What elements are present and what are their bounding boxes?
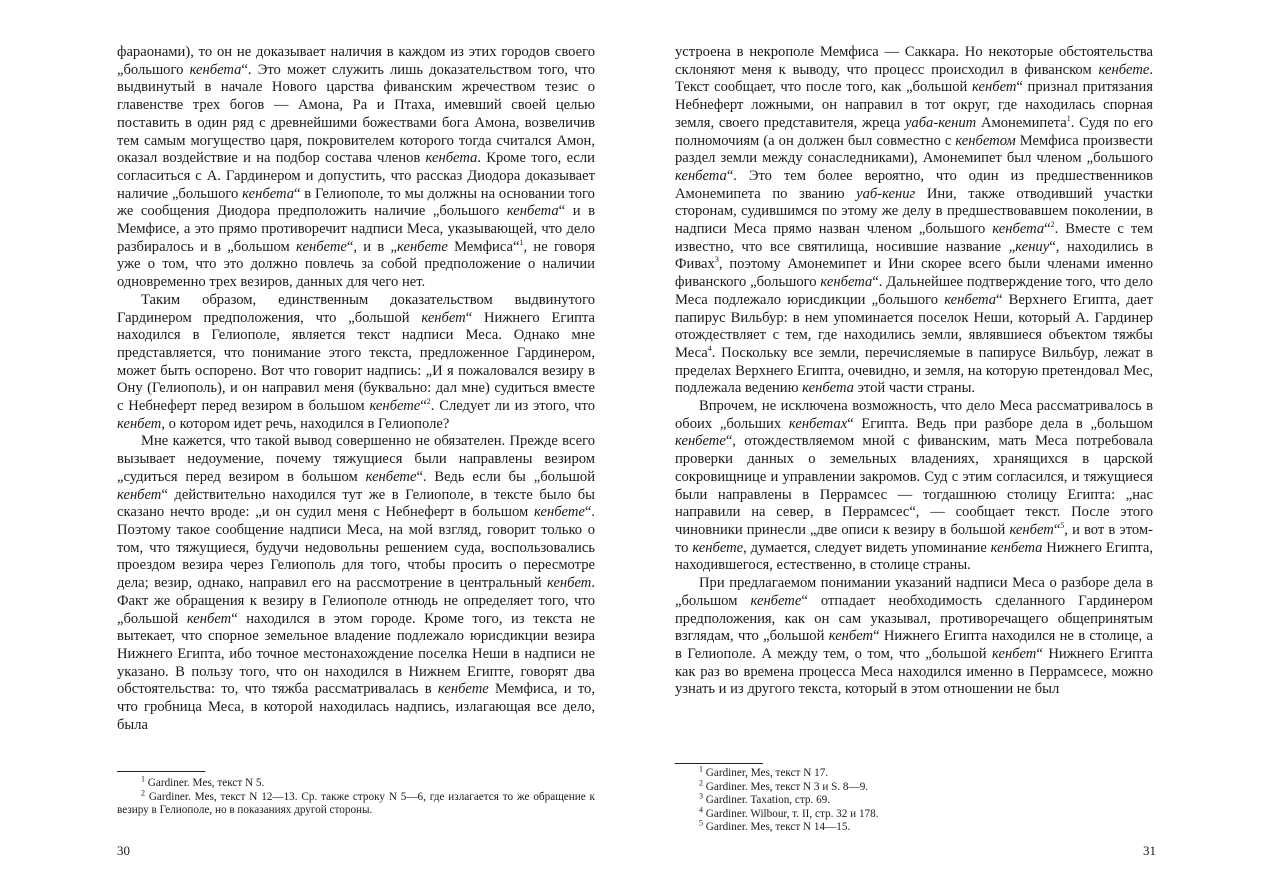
paragraph [117, 292, 595, 434]
italic-term: кенбет [546, 575, 592, 592]
left-body-text [117, 44, 595, 734]
footnote-marker: 3 [699, 791, 703, 801]
italic-term: кенбета [802, 380, 854, 397]
right-body-text [675, 44, 1153, 699]
italic-term: кенбете [1098, 61, 1150, 78]
text-run: “ [1053, 521, 1061, 538]
footnote-marker: 5 [699, 818, 703, 828]
footnote-divider [675, 763, 763, 764]
text-run: “ Нижнего Египта как раз во времена процесса Меса находился именно в Перрамсесе, можно узнать и из другого текста, который в этом отношении не был [675, 645, 1153, 698]
italic-term: кенбет [992, 645, 1037, 662]
text-run: Мемфиса“ [447, 238, 520, 255]
footnote-marker: 2 [141, 787, 145, 797]
italic-term: кенбета [990, 539, 1043, 556]
text-run: “ и в Мемфисе, а это прямо противоречит надписи Меса, указывающей, что дело разбиралось и в „большом [117, 203, 595, 255]
right-page [632, 0, 1263, 893]
footnote-marker: 1 [141, 774, 145, 784]
footnote-marker: 3 [714, 255, 719, 265]
text-run: “ признал притязания Небнеферт ложными, он направил в тот округ, где находилась спорная земля, своего представителя, жреца [675, 79, 1153, 131]
text-run: Gardiner. Mes, текст N 14—15. [703, 821, 851, 834]
paragraph [117, 433, 595, 734]
paragraph [675, 575, 1153, 699]
text-run: “. Дальнейшее подтверждение того, что дело Меса подлежало юрисдикции „большого [675, 274, 1153, 308]
footnote-divider [117, 771, 205, 772]
page-number: 31 [1143, 843, 1156, 858]
footnote [675, 818, 1153, 835]
italic-term: кенбет [828, 628, 874, 645]
italic-term: кенбете [397, 238, 448, 255]
text-run: “. Это тем более вероятно, что один из предшественников Амонемипета по званию [675, 167, 1153, 202]
italic-term: кениу [1015, 238, 1050, 255]
text-run: , о котором идет речь, находился в Гелиополе? [161, 415, 450, 432]
text-run: . Факт же обращения к везиру в Гелиополе отнюдь не определяет того, что „большой [117, 575, 595, 627]
text-run: Ини, также отводивший участки сторонам, судившимся по этому же делу в предшествовавшем поколении, в надписи Меса прямо назван членом „большого [675, 185, 1153, 238]
italic-term: кенбете [692, 539, 744, 556]
text-run: . Текст сообщает, что после того, как „большой [675, 61, 1153, 96]
text-run: При предлагаемом понимании указаний надписи Меса о разборе дела в „большом [675, 575, 1153, 609]
footnote [117, 774, 595, 791]
text-run: устроена в некрополе Мемфиса — Саккара. Но некоторые обстоятельства склоняют меня к выводу, что процесс происходил в фиванском [675, 44, 1153, 78]
italic-term: кенбетах [788, 415, 848, 432]
text-run: этой части страны. [853, 380, 976, 397]
text-run: Gardiner. Mes, текст N 12—13. Ср. также строку N 5—6, где излагается то же обращение к везиру в Гелиополе, но в показаниях другой стороны. [117, 790, 595, 817]
italic-term: кенбете [365, 468, 417, 485]
footnote-marker: 2 [699, 777, 703, 787]
text-run: , думается, следует видеть упоминание [743, 539, 991, 556]
text-run: . Следует ли из этого, что [430, 398, 595, 415]
italic-term: кенбете [296, 238, 347, 255]
text-run: фараонами), то он не доказывает наличия в каждом из этих городов своего „большого [117, 44, 595, 78]
italic-term: кенбете [437, 681, 489, 698]
text-run: “. Поэтому такое сообщение надписи Меса, на мой взгляд, говорит только о том, что тяжущиеся, будучи недовольны решением суда, воспользовались проездом везира через Гелиополь для того, чтобы просить о пересмотре дела; везир, однако, направил его на рассмотрение в центральный [117, 504, 595, 592]
italic-term: кенбет [972, 79, 1017, 96]
text-run: “ Нижнего Египта находился не в столице, а в Гелиополе. А между тем, о том, что „большой [675, 628, 1153, 662]
italic-term: уаб-кениг [856, 185, 916, 202]
text-run: Амонемипета [976, 114, 1067, 131]
footnote [117, 787, 595, 818]
text-run: Gardiner. Wilbour, т. II, стр. 32 и 178. [703, 807, 879, 820]
text-run: “, находились в Фивах [675, 238, 1153, 273]
text-run: . Судя по его полномочиям (а он должен был совместно с [675, 114, 1154, 149]
footnote-marker: 2 [426, 397, 431, 407]
italic-term: кенбет [117, 486, 162, 503]
italic-term: кенбета [189, 61, 242, 78]
italic-term: кенбетом [955, 132, 1016, 149]
footnote [675, 777, 1153, 795]
text-run: “ Нижнего Египта находился в Гелиополе, является текст надписи Меса. Однако мне представляется, что понимание этого текста, предложенное Гардинером, может быть оспорено. Вот что говорит надпись: „И я пожаловался везиру в Ону (Гелиополь), и он направил меня (буквально: дал мне) судиться вместе с Небнеферт перед везиром в большом [117, 309, 595, 415]
text-run: , и вот в этом-то [675, 521, 1153, 556]
italic-term: кенбете [675, 433, 726, 450]
text-run: “, и в „ [346, 238, 397, 255]
text-run: “, отождествляемом мной с фиванским, мать Меса потребовала проверки данных о земельных владениях, хранящихся в царской сокровищнице и управлении закромов. Суд с этим согласился, и тяжущиеся были направлены в Перрамсес — тогдашнюю столицу Египта: „нас направили на север, в Перрамсес“, — сообщает текст. После этого чиновники принесли „две описи к везиру в большой [675, 433, 1153, 538]
text-run: Gardiner. Taxation, стр. 69. [703, 794, 831, 807]
text-run: “ Верхнего Египта, дает папирус Вильбур: в нем упоминается поселок Неши, который А. Гардинер отождествляет с тем, где находились земли, являвшиеся объектом тяжбы Меса [675, 291, 1153, 361]
italic-term: кенбета [820, 274, 873, 291]
footnote-marker: 2 [1050, 220, 1055, 230]
text-run: Таким образом, единственным доказательством выдвинутого Гардинером предположения, что „большой [117, 291, 595, 326]
text-run: Gardiner. Mes, текст N 5. [145, 777, 265, 789]
text-run: . Вместе с тем известно, что все святилища, носившие название „ [675, 221, 1153, 255]
text-run: . Кроме того, если согласиться с А. Гардинером и допустить, что рассказ Диодора доказывает наличие „большого [117, 150, 595, 202]
text-run: Gardiner, Mes, текст N 17. [703, 767, 829, 779]
text-run: . Поскольку все земли, перечисляемые в папирусе Вильбур, лежат в пределах Верхнего Египта, очевидно, и земля, на которую претендовал Мес, подлежала ведению [675, 344, 1153, 397]
text-run: “ Египта. Ведь при разборе дела в „большом [847, 415, 1153, 432]
text-run: Мемфиса произвести раздел земли между сонаследниками), Амонемипет был членом „большого [675, 132, 1153, 167]
italic-term: кенбет [186, 610, 232, 627]
italic-term: кенбет [1009, 521, 1054, 538]
italic-term: кенбета [675, 167, 727, 184]
text-run: “ в Гелиополе, то мы должны на основании того же сообщения Диодора предположить наличие „большого [117, 185, 595, 220]
text-run: Нижнего Египта, находившегося, естественно, в столице страны. [675, 539, 1153, 574]
text-run: “. Это может служить лишь доказательством того, что выдвинутый в начале Нового царства фиванским жречеством тезис о главенстве трех богов — Амона, Ра и Птаха, имевший своей целью поставить в один ряд с древнейшими божествами бога Амона, возвеличив тем самым могущество царя, покровителем которого тогда считался Амон, оказал воздействие и на подбор состава членов [117, 61, 595, 167]
footnote-marker: 1 [699, 764, 703, 774]
left-footnotes [117, 774, 595, 818]
text-run: Впрочем, не исключена возможность, что дело Меса рассматривалось в обоих „больших [675, 398, 1153, 432]
text-run: “ отпадает необходимость сделанного Гардинером предположения, как он сам указывал, противоречащего общепринятым взглядам, что „большой [675, 592, 1153, 645]
footnote-marker: 4 [699, 805, 703, 815]
text-run: Мемфиса, и то, что гробница Меса, в которой находилась надпись, излагающая все дело, была [117, 681, 595, 733]
left-page [0, 0, 631, 893]
italic-term: кенбета [992, 221, 1045, 238]
footnote-marker: 1 [519, 237, 524, 247]
footnote-marker: 5 [1060, 521, 1065, 531]
footnote [675, 764, 1153, 781]
footnote-marker: 1 [1066, 113, 1071, 123]
paragraph [675, 44, 1153, 398]
text-run: “ действительно находился тут же в Гелиополе, в тексте было бы сказано нечто вроде: „и он судил меня с Небнеферт в большом [117, 486, 595, 521]
footnote [675, 805, 1153, 822]
paragraph [675, 398, 1153, 575]
text-run: Gardiner. Mes, текст N 3 и S. 8—9. [703, 780, 869, 793]
italic-term: уаба-кенит [904, 114, 977, 131]
text-run: “ находился в этом городе. Кроме того, из текста не вытекает, что спорное земельное владение подлежало юрисдикции везира Нижнего Египта, ибо точное местонахождение поселка Неши в надписи не указано. В пользу того, что он находился в Нижнем Египте, говорят два обстоятельства: то, что тяжба рассматривалась в [117, 610, 595, 698]
page-number: 30 [117, 843, 130, 858]
footnote [675, 791, 1153, 808]
text-run: “ [420, 398, 427, 415]
italic-term: кенбета [506, 203, 559, 220]
footnote-marker: 4 [707, 344, 712, 354]
italic-term: кенбета [242, 185, 294, 202]
text-run: “. Ведь если бы „большой [416, 468, 596, 485]
text-run: “ [1044, 221, 1051, 238]
right-footnotes [675, 764, 1153, 835]
italic-term: кенбете [369, 398, 421, 415]
italic-term: кенбета [425, 150, 478, 167]
italic-term: кенбета [944, 291, 997, 308]
italic-term: кенбете [534, 504, 585, 521]
italic-term: кенбете [750, 592, 802, 609]
text-run: Мне кажется, что такой вывод совершенно не обязателен. Прежде всего вызывает недоумение, почему тяжущиеся были направлены везиром „судиться перед везиром в большом [117, 433, 595, 485]
italic-term: кенбет [421, 309, 466, 326]
paragraph [117, 44, 595, 292]
italic-term: кенбет [117, 415, 162, 432]
text-run: , поэтому Амонемипет и Ини скорее всего были членами именно фиванского „большого [675, 256, 1153, 291]
text-run: , не говоря уже о том, что это должно повлечь за собой предположение о наличии одновременно трех везиров, данных для чего нет. [117, 238, 595, 291]
